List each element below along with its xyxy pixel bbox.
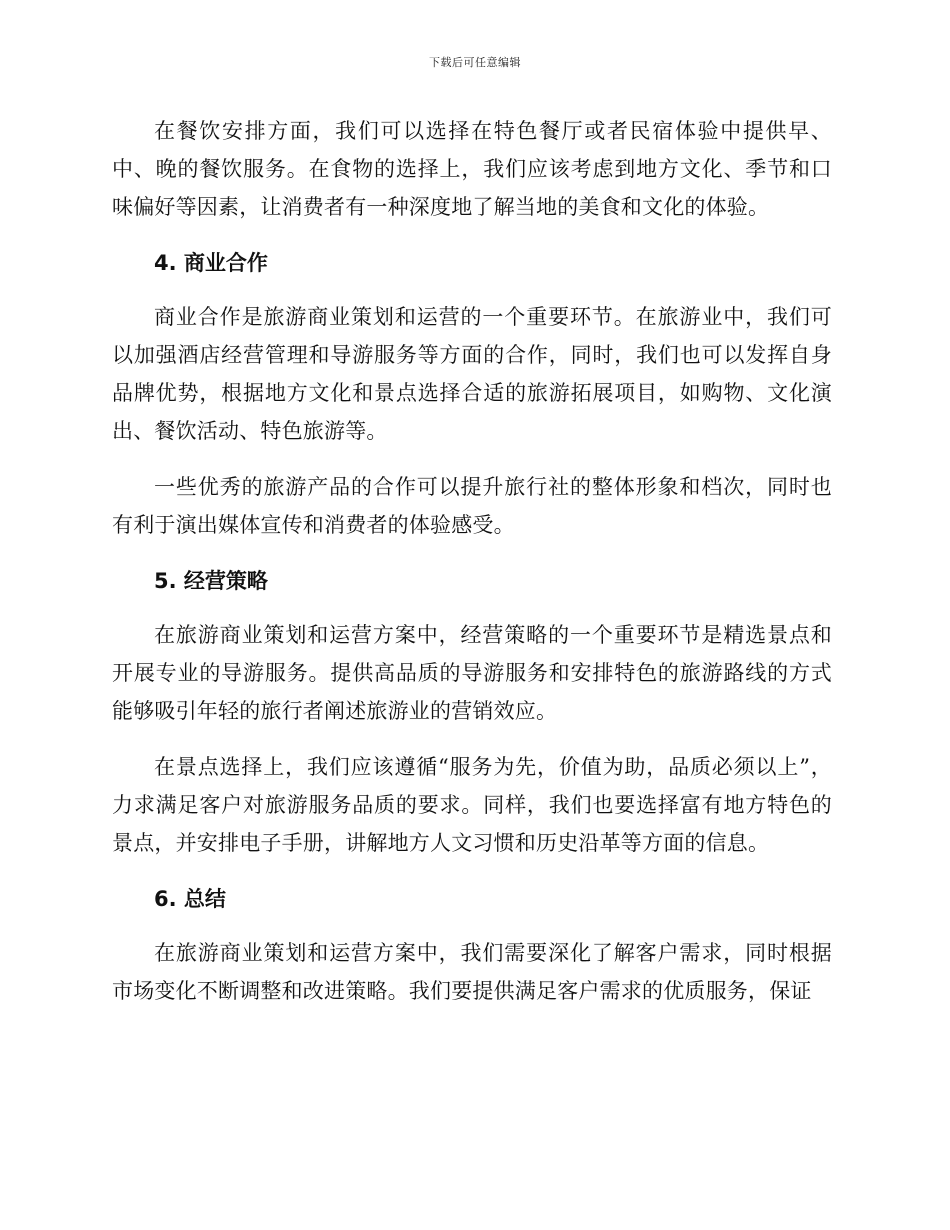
paragraph-strategy-intro: 在旅游商业策划和运营方案中，经营策略的一个重要环节是精选景点和开展专业的导游服务。提供高品质的导游服务和安排特色的旅游路线的方式能够吸引年轻的旅行者阐述旅游业的营销效应。 [112,623,832,723]
section-heading-operating-strategy: 5. 经营策略 [154,569,268,593]
paragraph-attraction-selection: 在景点选择上，我们应该遵循“服务为先，价值为助，品质必须以上”，力求满足客户对旅游服务品质的要求。同样，我们也要选择富有地方特色的景点，并安排电子手册，讲解地方人文习惯和历史沿革等方面的信息。 [112,755,832,855]
page-header: 下载后可任意编辑 [429,56,521,69]
paragraph-cooperation-benefits: 一些优秀的旅游产品的合作可以提升旅行社的整体形象和档次，同时也有利于演出媒体宣传和消费者的体验感受。 [112,475,832,537]
section-heading-summary: 6. 总结 [154,887,226,911]
paragraph-summary: 在旅游商业策划和运营方案中，我们需要深化了解客户需求，同时根据市场变化不断调整和改进策略。我们要提供满足客户需求的优质服务，保证 [112,941,832,1003]
paragraph-cooperation-intro: 商业合作是旅游商业策划和运营的一个重要环节。在旅游业中，我们可以加强酒店经营管理和导游服务等方面的合作，同时，我们也可以发挥自身品牌优势，根据地方文化和景点选择合适的旅游拓展项目，如购物、文化演出、餐饮活动、特色旅游等。 [112,305,832,443]
paragraph-dining: 在餐饮安排方面，我们可以选择在特色餐厅或者民宿体验中提供早、中、晚的餐饮服务。在食物的选择上，我们应该考虑到地方文化、季节和口味偏好等因素，让消费者有一种深度地了解当地的美食和文化的体验。 [112,119,832,219]
section-heading-business-cooperation: 4. 商业合作 [154,251,268,275]
document-body [112,112,832,1028]
